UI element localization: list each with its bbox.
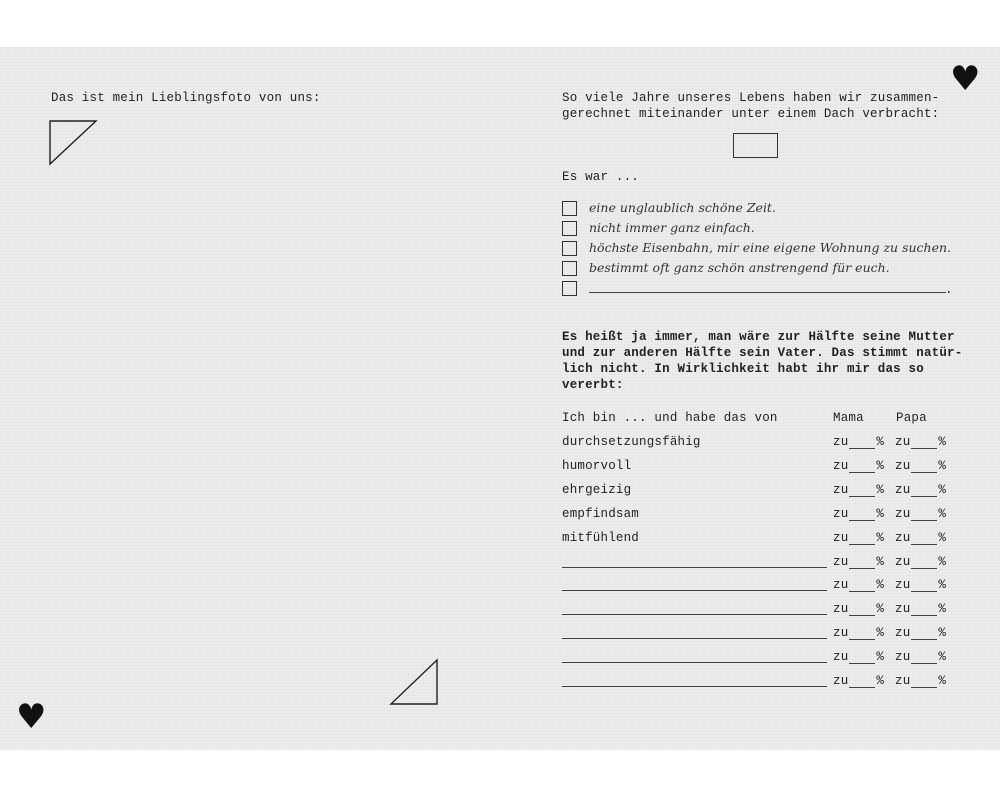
percent-blank[interactable] bbox=[849, 438, 875, 449]
trait-label: empfindsam bbox=[562, 507, 640, 521]
percent-blank[interactable] bbox=[911, 558, 937, 569]
mama-percent-field[interactable] bbox=[833, 435, 884, 449]
photo-title: Das ist mein Lieblingsfoto von uns: bbox=[51, 91, 321, 105]
papa-percent-field[interactable] bbox=[895, 626, 946, 640]
zu-label: zu bbox=[833, 507, 849, 521]
inheritance-text-line: vererbt: bbox=[562, 378, 624, 392]
percent-blank[interactable] bbox=[911, 581, 937, 592]
zu-label: zu bbox=[895, 435, 911, 449]
zu-label: zu bbox=[833, 602, 849, 616]
option-checkbox[interactable] bbox=[562, 261, 577, 276]
zu-label: zu bbox=[895, 531, 911, 545]
option-blank-end: . bbox=[945, 283, 953, 297]
percent-blank[interactable] bbox=[849, 581, 875, 592]
percent-blank[interactable] bbox=[849, 462, 875, 473]
percent-sign: % bbox=[876, 626, 885, 640]
percent-sign: % bbox=[876, 459, 885, 473]
percent-sign: % bbox=[938, 555, 947, 569]
inheritance-text-line: lich nicht. In Wirklichkeit habt ihr mir das so bbox=[562, 362, 924, 376]
percent-blank[interactable] bbox=[911, 534, 937, 545]
percent-blank[interactable] bbox=[849, 558, 875, 569]
papa-percent-field[interactable] bbox=[895, 555, 946, 569]
papa-percent-field[interactable] bbox=[895, 578, 946, 592]
papa-percent-field[interactable] bbox=[895, 674, 946, 688]
book-spread bbox=[0, 47, 1000, 750]
option-checkbox[interactable] bbox=[562, 201, 577, 216]
zu-label: zu bbox=[895, 626, 911, 640]
table-header-papa: Papa bbox=[896, 411, 927, 425]
percent-blank[interactable] bbox=[849, 510, 875, 521]
papa-percent-field[interactable] bbox=[895, 602, 946, 616]
zu-label: zu bbox=[895, 555, 911, 569]
papa-percent-field[interactable] bbox=[895, 483, 946, 497]
percent-sign: % bbox=[938, 602, 947, 616]
percent-sign: % bbox=[876, 650, 885, 664]
option-checkbox[interactable] bbox=[562, 241, 577, 256]
percent-blank[interactable] bbox=[849, 486, 875, 497]
zu-label: zu bbox=[833, 531, 849, 545]
option-checkbox[interactable] bbox=[562, 221, 577, 236]
inheritance-text-line: und zur anderen Hälfte sein Vater. Das stimmt natür- bbox=[562, 346, 963, 360]
percent-sign: % bbox=[938, 578, 947, 592]
zu-label: zu bbox=[895, 483, 911, 497]
papa-percent-field[interactable] bbox=[895, 650, 946, 664]
mama-percent-field[interactable] bbox=[833, 626, 884, 640]
percent-sign: % bbox=[876, 674, 885, 688]
table-header-mama: Mama bbox=[833, 411, 864, 425]
percent-sign: % bbox=[938, 507, 947, 521]
percent-sign: % bbox=[938, 650, 947, 664]
percent-blank[interactable] bbox=[849, 653, 875, 664]
mama-percent-field[interactable] bbox=[833, 674, 884, 688]
inheritance-text-line: Es heißt ja immer, man wäre zur Hälfte seine Mutter bbox=[562, 330, 955, 344]
trait-blank-line[interactable] bbox=[562, 662, 827, 663]
percent-sign: % bbox=[876, 578, 885, 592]
years-question-line-1: So viele Jahre unseres Lebens haben wir zusammen- bbox=[562, 91, 940, 105]
papa-percent-field[interactable] bbox=[895, 459, 946, 473]
zu-label: zu bbox=[833, 459, 849, 473]
percent-sign: % bbox=[938, 435, 947, 449]
percent-sign: % bbox=[938, 459, 947, 473]
papa-percent-field[interactable] bbox=[895, 507, 946, 521]
zu-label: zu bbox=[833, 555, 849, 569]
trait-label: ehrgeizig bbox=[562, 483, 632, 497]
es-war-label: Es war ... bbox=[562, 170, 640, 184]
percent-blank[interactable] bbox=[911, 653, 937, 664]
percent-sign: % bbox=[876, 435, 885, 449]
zu-label: zu bbox=[833, 435, 849, 449]
percent-sign: % bbox=[876, 531, 885, 545]
percent-blank[interactable] bbox=[849, 677, 875, 688]
years-question-line-2: gerechnet miteinander unter einem Dach verbracht: bbox=[562, 107, 940, 121]
option-label: eine unglaublich schöne Zeit. bbox=[589, 200, 776, 215]
option-blank-line[interactable] bbox=[589, 292, 946, 293]
option-label: bestimmt oft ganz schön anstrengend für euch. bbox=[589, 260, 890, 275]
zu-label: zu bbox=[833, 650, 849, 664]
percent-sign: % bbox=[938, 531, 947, 545]
papa-percent-field[interactable] bbox=[895, 435, 946, 449]
papa-percent-field[interactable] bbox=[895, 531, 946, 545]
mama-percent-field[interactable] bbox=[833, 531, 884, 545]
mama-percent-field[interactable] bbox=[833, 602, 884, 616]
zu-label: zu bbox=[895, 578, 911, 592]
mama-percent-field[interactable] bbox=[833, 459, 884, 473]
mama-percent-field[interactable] bbox=[833, 555, 884, 569]
percent-blank[interactable] bbox=[849, 534, 875, 545]
percent-sign: % bbox=[876, 555, 885, 569]
percent-blank[interactable] bbox=[911, 486, 937, 497]
table-header-trait: Ich bin ... und habe das von bbox=[562, 411, 778, 425]
percent-blank[interactable] bbox=[911, 438, 937, 449]
percent-blank[interactable] bbox=[911, 605, 937, 616]
zu-label: zu bbox=[895, 507, 911, 521]
heart-icon: ♥ bbox=[950, 59, 981, 99]
percent-sign: % bbox=[876, 602, 885, 616]
years-input-box[interactable] bbox=[733, 133, 778, 158]
mama-percent-field[interactable] bbox=[833, 650, 884, 664]
photo-corner-bottom-right bbox=[389, 658, 441, 708]
percent-sign: % bbox=[876, 483, 885, 497]
percent-blank[interactable] bbox=[849, 629, 875, 640]
percent-sign: % bbox=[938, 674, 947, 688]
percent-sign: % bbox=[938, 483, 947, 497]
heart-icon: ♥ bbox=[16, 697, 47, 737]
zu-label: zu bbox=[833, 578, 849, 592]
zu-label: zu bbox=[895, 650, 911, 664]
percent-blank[interactable] bbox=[911, 462, 937, 473]
trait-label: humorvoll bbox=[562, 459, 632, 473]
zu-label: zu bbox=[833, 626, 849, 640]
percent-blank[interactable] bbox=[911, 629, 937, 640]
zu-label: zu bbox=[833, 674, 849, 688]
percent-sign: % bbox=[876, 507, 885, 521]
zu-label: zu bbox=[895, 674, 911, 688]
option-checkbox[interactable] bbox=[562, 281, 577, 296]
percent-blank[interactable] bbox=[911, 510, 937, 521]
mama-percent-field[interactable] bbox=[833, 507, 884, 521]
zu-label: zu bbox=[833, 483, 849, 497]
mama-percent-field[interactable] bbox=[833, 483, 884, 497]
photo-corner-top-left bbox=[48, 119, 100, 167]
trait-blank-line[interactable] bbox=[562, 686, 827, 687]
zu-label: zu bbox=[895, 602, 911, 616]
percent-blank[interactable] bbox=[911, 677, 937, 688]
option-label: nicht immer ganz einfach. bbox=[589, 220, 755, 235]
zu-label: zu bbox=[895, 459, 911, 473]
percent-blank[interactable] bbox=[849, 605, 875, 616]
trait-label: durchsetzungsfähig bbox=[562, 435, 701, 449]
trait-blank-line[interactable] bbox=[562, 614, 827, 615]
trait-label: mitfühlend bbox=[562, 531, 640, 545]
mama-percent-field[interactable] bbox=[833, 578, 884, 592]
trait-blank-line[interactable] bbox=[562, 590, 827, 591]
trait-blank-line[interactable] bbox=[562, 567, 827, 568]
option-label: höchste Eisenbahn, mir eine eigene Wohnung zu suchen. bbox=[589, 240, 952, 255]
percent-sign: % bbox=[938, 626, 947, 640]
trait-blank-line[interactable] bbox=[562, 638, 827, 639]
